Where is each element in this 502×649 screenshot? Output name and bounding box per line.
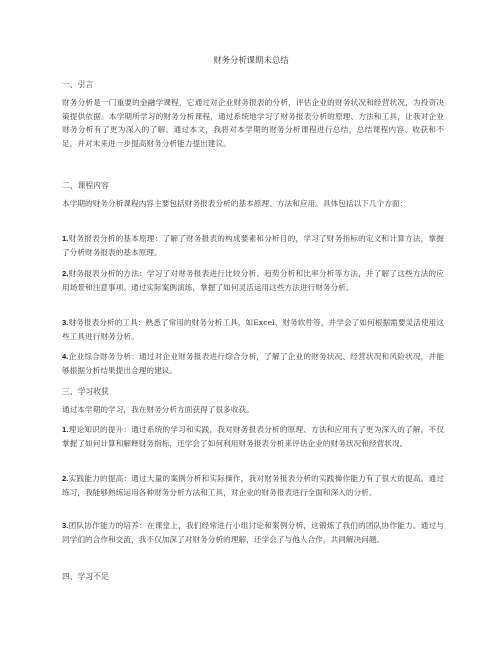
list-item [62, 423, 444, 450]
list-item [62, 232, 444, 259]
list-item-text: 财务报表分析的工具：熟悉了常用的财务分析工具，如Excel、财务软件等，并学会了如何根据需要灵活使用这些工具进行财务分析。 [62, 318, 444, 341]
section-heading-content: 二、课程内容 [62, 181, 109, 190]
list-item [62, 267, 444, 294]
intro-paragraph: 财务分析是一门重要的金融学课程，它通过对企业财务报表的分析，评估企业的财务状况和经营状况，为投资决策提供依据。本学期所学习的财务分析课程，通过系统地学习了财务报表分析的原理、方法和工具，让我对企业财务分析有了更为深入的了解。通过本文，我将对本学期的财务分析课程进行总结，总结课程内容、收获和不足，并对未来进一步提高财务分析能力提出建议。 [62, 98, 444, 149]
list-item [62, 519, 444, 546]
list-item [62, 316, 444, 343]
list-item-number: 3. [62, 318, 69, 327]
list-item-number: 3. [62, 521, 69, 530]
list-item-text: 团队协作能力的培养：在课堂上，我们经常进行小组讨论和案例分析，这锻炼了我们的团队协作能力。通过与同学们的合作和交流，我不仅加深了对财务分析的理解，还学会了与他人合作，共同解决问题。 [62, 521, 444, 544]
list-item [62, 472, 444, 499]
list-item-number: 1. [62, 425, 69, 434]
list-item-text: 企业综合财务分析：通过对企业财务报表进行综合分析，了解了企业的财务状况、经营状况和风险状况，并能够根据分析结果提出合理的建议。 [62, 352, 444, 375]
document-title: 财务分析课期末总结 [213, 55, 289, 65]
section-heading-shortcomings: 四、学习不足 [62, 572, 109, 581]
section-heading-intro: 一、引言 [62, 80, 94, 89]
list-item [62, 350, 444, 377]
section-heading-gains: 三、学习收获 [62, 387, 109, 396]
list-item-number: 1. [62, 234, 69, 243]
list-item-text: 理论知识的提升：通过系统的学习和实践，我对财务报表分析的原理、方法和应用有了更为深入的了解。不仅掌握了如何计算和解释财务指标，还学会了如何利用财务报表分析来评估企业的财务状况和经营状况。 [62, 425, 444, 448]
list-item-number: 2. [62, 474, 69, 483]
gains-intro-paragraph: 通过本学期的学习，我在财务分析方面获得了很多收获。 [62, 405, 254, 414]
list-item-text: 财务报表分析的方法：学习了对财务报表进行比较分析、趋势分析和比率分析等方法，并了解了这些方法的应用场景和注意事项。通过实际案例演练，掌握了如何灵活运用这些方法进行财务分析。 [62, 269, 444, 292]
list-item-number: 4. [62, 352, 69, 361]
list-item-number: 2. [62, 269, 69, 278]
list-item-text: 实践能力的提高：通过大量的案例分析和实际操作，我对财务报表分析的实践操作能力有了很大的提高。通过练习，我能够熟练运用各种财务分析方法和工具，对企业的财务报表进行全面和深入的分析。 [62, 474, 444, 497]
list-item-text: 财务报表分析的基本原理：了解了财务报表的构成要素和分析目的，学习了财务指标的定义和计算方法，掌握了分析财务报表的基本原理。 [62, 234, 444, 257]
content-intro-paragraph: 本学期的财务分析课程内容主要包括财务报表分析的基本原理、方法和应用。具体包括以下几个方面： [62, 199, 408, 208]
